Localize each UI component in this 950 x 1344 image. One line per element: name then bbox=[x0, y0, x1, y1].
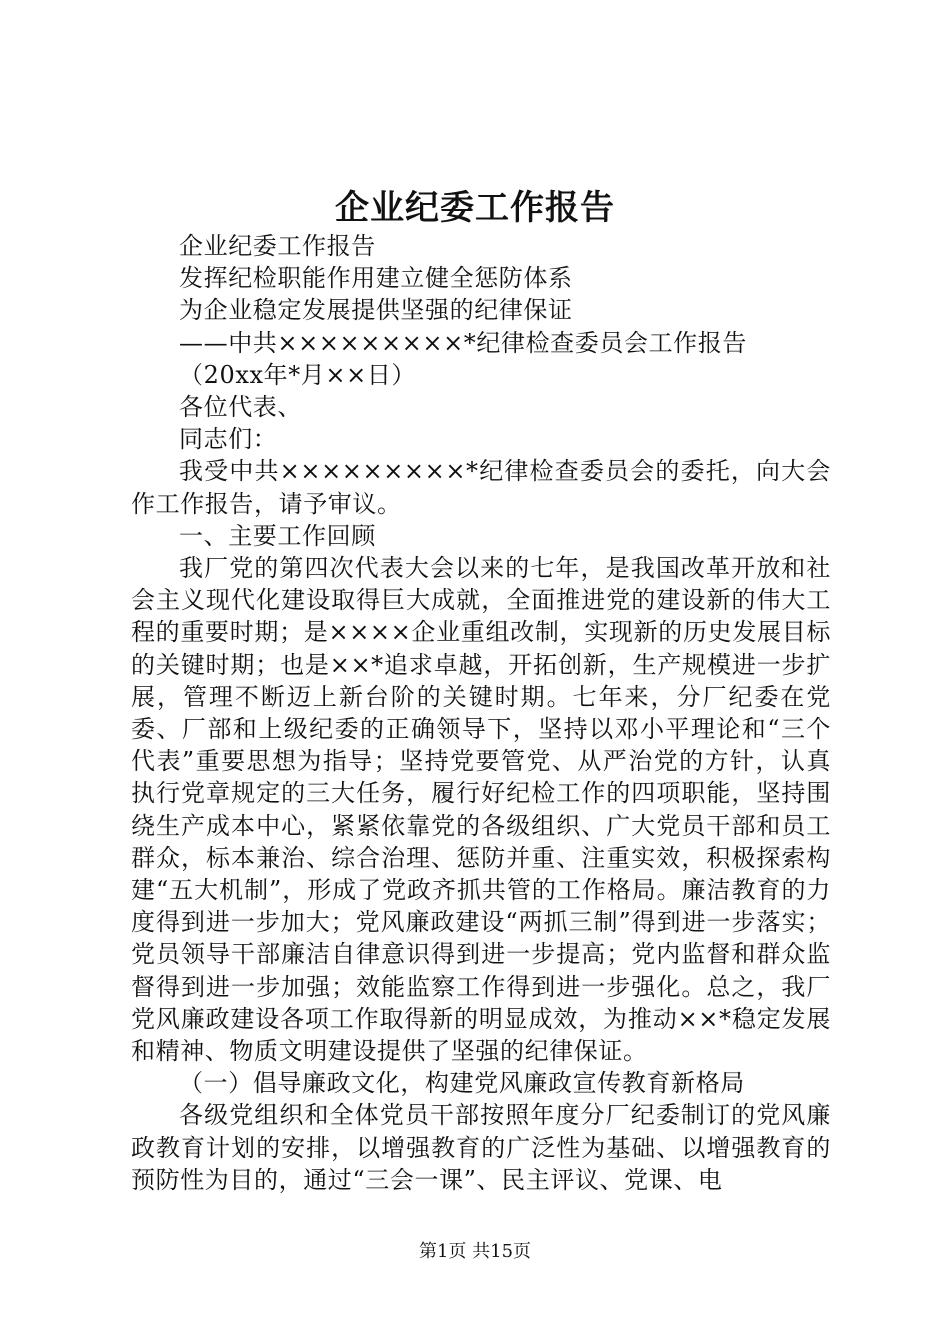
salutation-2: 同志们： bbox=[179, 425, 278, 454]
page-number: 第1页 共15页 bbox=[418, 1241, 532, 1262]
issuer-line: ——中共×××××××××*纪律检查委员会工作报告 bbox=[179, 328, 747, 357]
date-line: （20xx年*月××日） bbox=[179, 360, 417, 389]
document-body bbox=[131, 230, 831, 1196]
review-paragraph: 我厂党的第四次代表大会以来的七年，是我国改革开放和社会主义现代化建设取得巨大成就，全面推进党的建设新的伟大工程的重要时期；是××××企业重组改制，实现新的历史发展目标的关键时期；也是××*追求卓越，开拓创新，生产规模进一步扩展，管理不断迈上新台阶的关键时期。七年来，分厂纪委在党委、厂部和上级纪委的正确领导下，坚持以邓小平理论和“三个代表”重要思想为指导；坚持党要管党、从严治党的方针，认真执行党章规定的三大任务，履行好纪检工作的四项职能，坚持围绕生产成本中心，紧紧依靠党的各级组织、广大党员干部和员工群众，标本兼治、综合治理、惩防并重、注重实效，积极探索构建“五大机制”，形成了党政齐抓共管的工作格局。廉洁教育的力度得到进一步加大；党风廉政建设“两抓三制”得到进一步落实；党员领导干部廉洁自律意识得到进一步提高；党内监督和群众监督得到进一步加强；效能监察工作得到进一步强化。总之，我厂党风廉政建设各项工作取得新的明显成效，为推动××*稳定发展和精神、物质文明建设提供了坚强的纪律保证。 bbox=[131, 554, 831, 1066]
subtitle-line-2: 为企业稳定发展提供坚强的纪律保证 bbox=[179, 296, 573, 325]
subtitle-repeat: 企业纪委工作报告 bbox=[179, 232, 376, 260]
intro-paragraph: 我受中共×××××××××*纪律检查委员会的委托，向大会作工作报告，请予审议。 bbox=[131, 457, 831, 518]
education-paragraph: 各级党组织和全体党员干部按照年度分厂纪委制订的党风廉政教育计划的安排，以增强教育的广泛性为基础、以增强教育的预防性为目的，通过“三会一课”、民主评议、党课、电 bbox=[131, 1101, 831, 1194]
document-title: 企业纪委工作报告 bbox=[335, 188, 615, 228]
subsection-heading-1: （一）倡导廉政文化，构建党风廉政宣传教育新格局 bbox=[179, 1069, 745, 1098]
salutation-1: 各位代表、 bbox=[179, 393, 302, 422]
subtitle-line-1: 发挥纪检职能作用建立健全惩防体系 bbox=[179, 264, 573, 293]
section-heading-1: 一、主要工作回顾 bbox=[179, 521, 376, 550]
